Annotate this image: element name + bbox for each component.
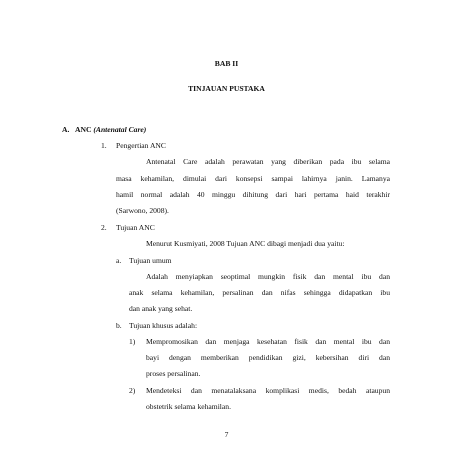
sub-b-label: b.	[116, 321, 122, 330]
item-1-line-2: masa kehamilan, dimulai dari konsepsi sampai lahirnya janin. Lamanya	[116, 174, 390, 183]
section-a-title-italic: (Antenatal Care)	[93, 125, 147, 134]
item-1-label: 1.	[101, 141, 107, 150]
sub-b-point-1-line-3: proses persalinan.	[146, 369, 201, 378]
item-2-label: 2.	[101, 223, 107, 232]
item-2-intro: Menurut Kusmiyati, 2008 Tujuan ANC dibagi menjadi dua yaitu:	[146, 239, 345, 248]
section-a-label: A.	[62, 125, 70, 134]
sub-b-point-2-line-1: Mendeteksi dan menatalaksana komplikasi medis, bedah ataupun	[146, 386, 390, 395]
section-a-title-text: ANC	[75, 125, 92, 134]
item-1-line-4: (Sarwono, 2008).	[116, 206, 169, 215]
chapter-number: BAB II	[214, 59, 239, 68]
sub-a-line-1: Adalah menyiapkan seoptimal mungkin fisik dan mental ibu dan	[146, 272, 390, 281]
sub-b-point-1-label: 1)	[129, 337, 136, 346]
sub-b-point-1-line-2: bayi dengan memberikan pendidikan gizi, kebersihan diri dan	[146, 353, 390, 362]
item-1-line-3: hamil normal adalah 40 minggu dihitung dari hari pertama haid terakhir	[116, 190, 390, 199]
sub-a-title: Tujuan umum	[129, 256, 172, 265]
sub-b-point-1-line-1: Mempromosikan dan menjaga kesehatan fisik dan mental ibu dan	[146, 337, 390, 346]
item-1-title: Pengertian ANC	[116, 141, 166, 150]
sub-b-title: Tujuan khusus adalah:	[129, 321, 198, 330]
sub-a-line-3: dan anak yang sehat.	[129, 304, 193, 313]
item-1-line-1: Antenatal Care adalah perawatan yang diberikan pada ibu selama	[146, 157, 390, 166]
item-2-title: Tujuan ANC	[116, 223, 155, 232]
chapter-title: TINJAUAN PUSTAKA	[188, 84, 265, 93]
sub-b-point-2-label: 2)	[129, 386, 136, 395]
section-a-title	[75, 125, 146, 134]
sub-a-label: a.	[116, 256, 122, 265]
sub-b-point-2-line-2: obstetrik selama kehamilan.	[146, 402, 231, 411]
page-number: 7	[224, 430, 229, 439]
sub-a-line-2: anak selama kehamilan, persalinan dan nifas sehingga didapatkan ibu	[129, 288, 390, 297]
